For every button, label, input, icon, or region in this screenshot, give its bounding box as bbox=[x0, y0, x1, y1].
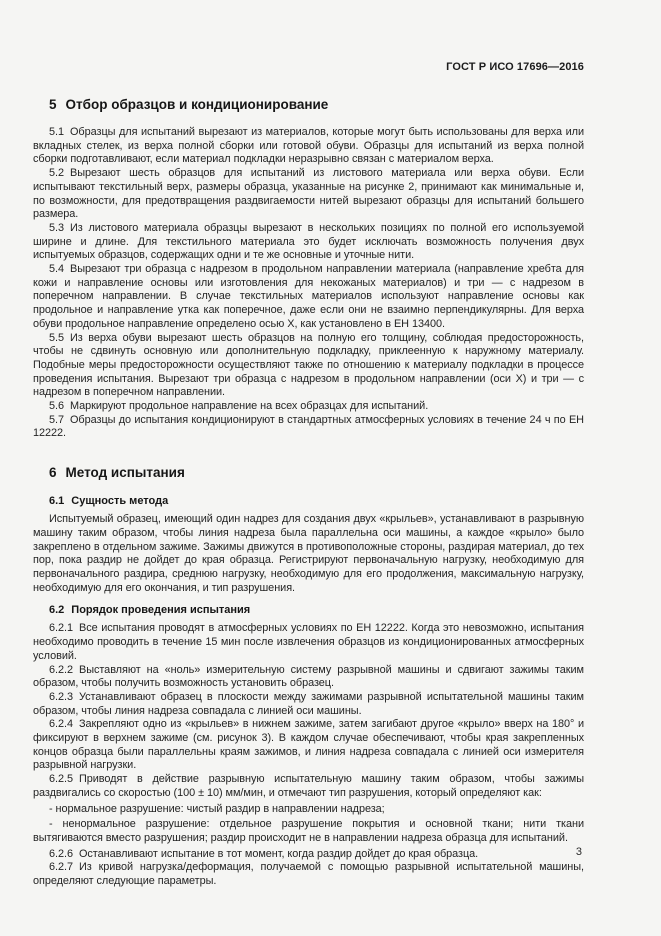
list-item-normal-rupture: - нормальное разрушение: чистый раздир в направлении надреза; bbox=[49, 802, 385, 815]
paragraph-5-6: 5.6 Маркируют продольное направление на всех образцах для испытаний. bbox=[49, 400, 429, 413]
paragraph-5-4: 5.4 Вырезают три образца с надрезом в продольном направлении материала (направление хребта для кожи и направление основы или изготовления для некожаных материалов) и три — с надрезом в поперечном направлении. В случае текстильных материалов используют направление основы как продольное и направление утка как поперечное, даже если они не взаимно перпендикулярны. Для верха обуви продольное направление определено осью X, как установлено в ЕН 13400. bbox=[33, 263, 584, 330]
section-5-number: 5 bbox=[49, 97, 57, 112]
paragraph-5-1: 5.1 Образцы для испытаний вырезают из материалов, которые могут быть использованы для верха или вкладных стелек, из верха полной сборки или готовой обуви. Образцы для испытаний из верха полной сборки подготавливают, если материал подкладки неразрывно связан с материалом верха. bbox=[33, 126, 584, 166]
doc-code-header: ГОСТ Р ИСО 17696—2016 bbox=[446, 61, 584, 73]
paragraph-5-3: 5.3 Из листового материала образцы вырезают в нескольких позициях по полной его используемой ширине и длине. Для текстильного материала это будет исключать возможность получения двух испытуемых образцов, содержащих одни и те же основные и уточные нити. bbox=[33, 221, 584, 262]
paragraph-6-2-3: 6.2.3 Устанавливают образец в плоскости между зажимами разрывной испытательной машины таким образом, чтобы линия надреза совпадала с линией оси машины. bbox=[33, 690, 584, 717]
paragraph-5-7: 5.7 Образцы до испытания кондиционируют в стандартных атмосферных условиях в течение 24 ч по ЕН 12222. bbox=[33, 413, 584, 440]
paragraph-6-2-6: 6.2.6 Останавливают испытание в тот момент, когда раздир дойдет до края образца. bbox=[49, 847, 479, 860]
paragraph-6-1-body: Испытуемый образец, имеющий один надрез для создания двух «крыльев», устанавливают в разрывную машину таким образом, чтобы линия надреза была параллельна оси машины, а каждое «крыло» было закреплено в отдельном зажиме. Зажимы движутся в противоположные стороны, раздирая материал, до тех пор, пока раздир не дойдет до края образца. Регистрируют первоначальную нагрузку, необходимую для первоначального раздира, среднюю нагрузку, необходимую для его продолжения, максимальную нагрузку, необходимую для его окончания, и тип разрушения. bbox=[33, 513, 584, 594]
paragraph-6-2-7: 6.2.7 Из кривой нагрузка/деформация, получаемой с помощью разрывной испытательной машины, определяют следующие параметры. bbox=[33, 861, 584, 888]
section-5-heading bbox=[33, 96, 584, 113]
paragraph-6-2-1: 6.2.1 Все испытания проводят в атмосферных условиях по ЕН 12222. Когда это невозможно, испытания необходимо проводить в течение 15 мин после извлечения образцов из кондиционированных атмосферных условий. bbox=[33, 622, 584, 662]
section-6-title: Метод испытания bbox=[65, 465, 185, 481]
list-item-abnormal-rupture: - ненормальное разрушение: отдельное разрушение покрытия и основной ткани; нити ткани вытягиваются вместо разрушения; раздир происходит не в направлении надреза образца для испытаний. bbox=[33, 818, 584, 844]
section-5-title: Отбор образцов и кондиционирование bbox=[65, 97, 329, 112]
paragraph-6-2-4: 6.2.4 Закрепляют одно из «крыльев» в нижнем зажиме, затем загибают другое «крыло» вверх на 180° и фиксируют в верхнем зажиме (см. рисунок 3). В каждом случае обеспечивают, чтобы края закрепленных концов образца были параллельны краям зажимов, и линия надреза совпадала с линией оси измерителя разрывной нагрузки. bbox=[33, 718, 584, 772]
subsection-6-2-heading: 6.2 Порядок проведения испытания bbox=[49, 604, 251, 617]
page-number: 3 bbox=[575, 846, 582, 858]
text-block bbox=[33, 0, 584, 889]
paragraph-6-2-2: 6.2.2 Выставляют на «ноль» измерительную систему разрывной машины и сдвигают зажимы таким образом, чтобы получить возможность установить образец. bbox=[33, 663, 584, 690]
section-6-number: 6 bbox=[49, 465, 57, 481]
subsection-6-1-heading: 6.1 Сущность метода bbox=[49, 495, 169, 508]
paragraph-6-2-5: 6.2.5 Приводят в действие разрывную испытательную машину таким образом, чтобы зажимы раздвигались со скоростью (100 ± 10) мм/мин, и отмечают тип разрушения, который определяют как: bbox=[33, 773, 584, 799]
paragraph-5-5: 5.5 Из верха обуви вырезают шесть образцов на полную его толщину, соблюдая предосторожность, чтобы не сдвинуть основную или дополнительную подкладку, приклеенную к наружному материалу. Подобные меры предосторожности осуществляют также по отношению к материалу подкладки в процессе проведения испытания. Вырезают три образца с надрезом в продольном направлении (оси X) и три — с надрезом в поперечном направлении. bbox=[33, 331, 584, 399]
section-6-heading bbox=[33, 464, 584, 481]
paragraph-5-2: 5.2 Вырезают шесть образцов для испытаний из листового материала или верха обуви. Если испытывают текстильный верх, размеры образца, указанные на рисунке 2, принимают как минимальные и, по возможности, для предотвращения раздвигаемости нитей вырезают образцы для испытаний большего размера. bbox=[33, 167, 584, 221]
